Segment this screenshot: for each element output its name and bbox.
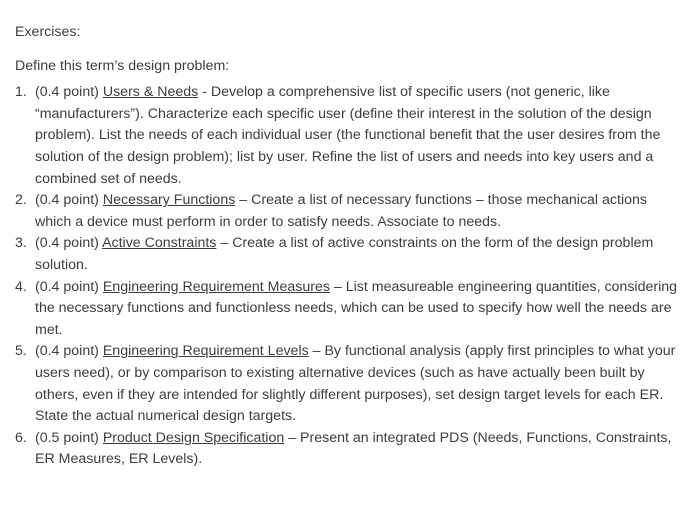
item-text: – Present an integrated PDS (Needs, Functions, Constraints, ER Measures, ER Levels). xyxy=(35,429,672,468)
list-item xyxy=(15,190,687,233)
list-item xyxy=(15,277,687,342)
item-text: – By functional analysis (apply first principles to what your users need), or by comparison to existing alternative devices (such as have actually been built by others, even if they are intended for slightly different purposes), set design target levels for each ER. State the actual numerical design targets. xyxy=(35,343,676,425)
item-text: – Create a list of active constraints on the form of the design problem solution. xyxy=(35,235,654,273)
item-points: (0.4 point) xyxy=(35,278,99,295)
item-text: – Create a list of necessary functions – those mechanical actions which a device must perform in order to satisfy needs. Associate to needs. xyxy=(35,192,647,230)
item-number: 1. xyxy=(15,84,27,101)
list-item xyxy=(15,233,687,276)
item-title: Active Constraints xyxy=(102,235,217,252)
item-number: 3. xyxy=(15,235,27,252)
item-points: (0.4 point) xyxy=(35,192,99,209)
item-title: Product Design Specification xyxy=(102,429,285,446)
item-points: (0.5 point) xyxy=(35,429,99,446)
list-item xyxy=(15,428,687,471)
item-text: - Develop a comprehensive list of specific users (not generic, like “manufacturers”). Characterize each specific user (define their interest in the solution of the design problem). List the needs of each individual user (the functional benefit that the user desires from the solution of the design problem); list by user. Refine the list of users and needs into key users and a combined set of needs. xyxy=(35,84,661,187)
exercise-list xyxy=(15,82,687,471)
exercises-heading: Exercises: xyxy=(15,24,81,40)
item-text: – List measureable engineering quantities, considering the necessary functions and functionless needs, which can be used to specify how well the needs are met. xyxy=(35,278,678,338)
item-number: 5. xyxy=(15,343,27,360)
intro-text: Define this term’s design problem: xyxy=(15,57,230,74)
item-title: Engineering Requirement Levels xyxy=(102,343,309,360)
item-title: Users & Needs xyxy=(102,84,199,101)
list-item xyxy=(15,82,687,190)
item-number: 4. xyxy=(15,278,27,295)
item-points: (0.4 point) xyxy=(35,343,99,360)
item-title: Engineering Requirement Measures xyxy=(102,278,330,295)
item-points: (0.4 point) xyxy=(35,84,99,101)
item-title: Necessary Functions xyxy=(102,192,236,209)
item-points: (0.4 point) xyxy=(35,235,99,252)
document-body xyxy=(15,22,687,471)
list-item xyxy=(15,341,687,427)
item-number: 6. xyxy=(15,429,27,446)
item-number: 2. xyxy=(15,192,27,209)
